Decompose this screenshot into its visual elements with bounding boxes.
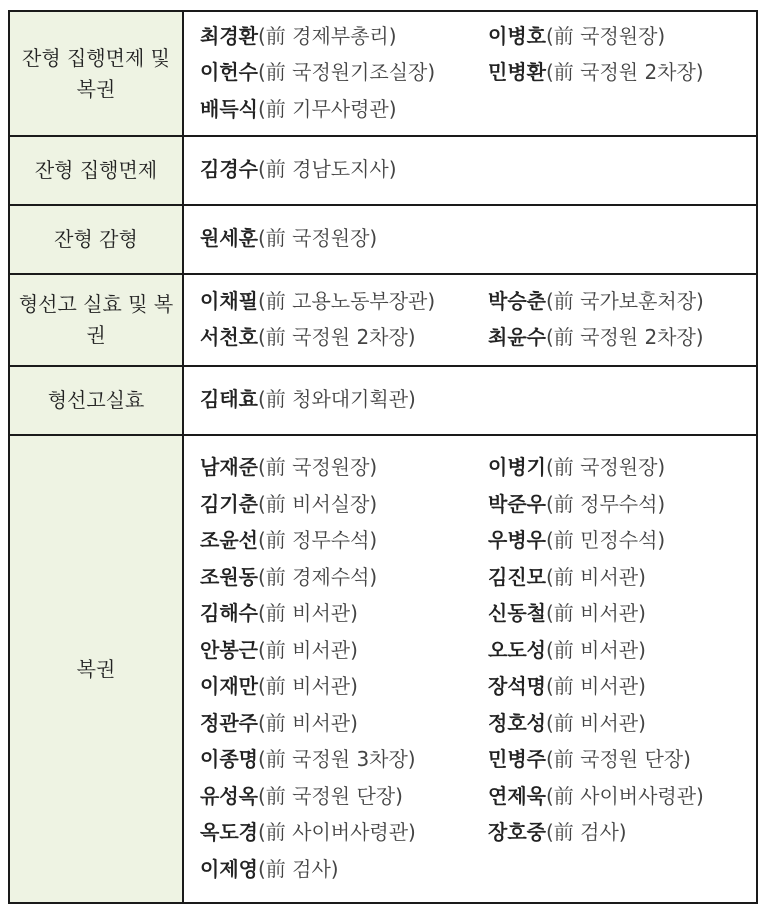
person-entry xyxy=(200,814,488,851)
person-name: 이제영 xyxy=(200,856,258,881)
names-cell xyxy=(183,435,757,903)
person-name: 서천호 xyxy=(200,325,258,349)
person-name: 최윤수 xyxy=(488,325,546,349)
person-entry xyxy=(488,814,756,851)
names-grid xyxy=(200,18,756,128)
person-title: (前 비서실장) xyxy=(257,491,378,516)
person-title: (前 검사) xyxy=(545,820,627,844)
person-name: 조원동 xyxy=(200,564,258,589)
person-entry xyxy=(488,319,756,356)
person-entry xyxy=(200,632,488,669)
person-name: 이병호 xyxy=(488,23,546,48)
person-entry xyxy=(488,668,756,705)
person-entry xyxy=(200,91,488,128)
person-title: (前 국정원 2차장) xyxy=(545,325,704,349)
person-name: 연제욱 xyxy=(488,783,546,808)
person-name: 우병우 xyxy=(488,528,546,552)
names-grid xyxy=(200,151,756,188)
person-title: (前 국정원기조실장) xyxy=(257,60,436,85)
person-name: 옥도경 xyxy=(200,820,258,844)
person-name: 유성옥 xyxy=(200,783,258,808)
person-title: (前 사이버사령관) xyxy=(545,783,704,808)
person-title: (前 청와대기획관) xyxy=(257,387,416,412)
person-name: 원세훈 xyxy=(200,226,258,251)
person-name: 조윤선 xyxy=(200,528,258,552)
person-title: (前 비서관) xyxy=(257,710,358,735)
person-name: 장호중 xyxy=(488,820,546,844)
person-title: (前 국가보훈처장) xyxy=(545,288,704,313)
person-title: (前 사이버사령관) xyxy=(257,820,416,844)
person-entry xyxy=(200,283,488,320)
names-cell xyxy=(183,136,757,205)
person-title: (前 국정원 3차장) xyxy=(257,747,416,771)
person-title: (前 국정원 단장) xyxy=(545,747,691,771)
person-name: 박승춘 xyxy=(488,288,546,313)
person-name: 장석명 xyxy=(488,674,546,698)
person-name: 이병기 xyxy=(488,455,546,479)
person-name: 남재준 xyxy=(200,455,258,479)
pardon-table xyxy=(8,10,758,904)
person-name: 김기춘 xyxy=(200,491,258,516)
person-entry xyxy=(200,54,488,91)
person-entry xyxy=(488,595,756,632)
person-title: (前 비서관) xyxy=(545,601,646,625)
table-row xyxy=(9,366,757,435)
table-row xyxy=(9,136,757,205)
category-cell: 잔형 감형 xyxy=(9,205,183,274)
person-title: (前 검사) xyxy=(257,856,339,881)
person-name: 김경수 xyxy=(200,157,258,182)
person-title: (前 정무수석) xyxy=(257,528,378,552)
person-name: 이재만 xyxy=(200,674,258,698)
person-entry xyxy=(200,381,488,418)
person-entry xyxy=(488,778,756,815)
person-entry xyxy=(200,851,488,888)
person-name: 김태효 xyxy=(200,387,258,412)
names-cell xyxy=(183,205,757,274)
person-name: 배득식 xyxy=(200,96,258,121)
person-name: 정호성 xyxy=(488,710,546,735)
names-grid xyxy=(200,449,756,887)
person-entry xyxy=(488,741,756,778)
category-cell: 복권 xyxy=(9,435,183,903)
person-entry xyxy=(200,220,488,257)
person-entry xyxy=(488,283,756,320)
person-entry xyxy=(488,522,756,559)
person-title: (前 고용노동부장관) xyxy=(257,288,436,313)
person-name: 정관주 xyxy=(200,710,258,735)
category-cell: 잔형 집행면제 및 복권 xyxy=(9,11,183,136)
person-entry xyxy=(200,522,488,559)
names-cell xyxy=(183,274,757,366)
names-cell xyxy=(183,11,757,136)
table-row xyxy=(9,435,757,903)
person-entry xyxy=(488,486,756,523)
person-entry xyxy=(200,595,488,632)
category-cell: 형선고실효 xyxy=(9,366,183,435)
person-entry xyxy=(200,319,488,356)
person-title: (前 국정원장) xyxy=(545,455,666,479)
person-name: 김진모 xyxy=(488,564,546,589)
person-title: (前 비서관) xyxy=(257,637,358,662)
person-title: (前 비서관) xyxy=(545,564,646,589)
person-title: (前 국정원 2차장) xyxy=(545,60,704,85)
person-title: (前 비서관) xyxy=(257,674,358,698)
person-title: (前 비서관) xyxy=(257,601,358,625)
person-title: (前 경남도지사) xyxy=(257,157,397,182)
person-name: 민병주 xyxy=(488,747,546,771)
person-entry xyxy=(200,741,488,778)
person-name: 민병환 xyxy=(488,60,546,85)
person-title: (前 국정원 단장) xyxy=(257,783,403,808)
person-title: (前 정무수석) xyxy=(545,491,666,516)
category-cell: 잔형 집행면제 xyxy=(9,136,183,205)
person-entry xyxy=(200,18,488,55)
person-title: (前 국정원장) xyxy=(545,23,666,48)
names-grid xyxy=(200,220,756,257)
person-name: 오도성 xyxy=(488,637,546,662)
person-title: (前 비서관) xyxy=(545,637,646,662)
person-name: 안봉근 xyxy=(200,637,258,662)
table-row xyxy=(9,11,757,136)
person-title: (前 국정원 2차장) xyxy=(257,325,416,349)
person-name: 이헌수 xyxy=(200,60,258,85)
names-cell xyxy=(183,366,757,435)
person-entry xyxy=(200,668,488,705)
table-row xyxy=(9,274,757,366)
person-title: (前 기무사령관) xyxy=(257,96,397,121)
person-entry xyxy=(488,705,756,742)
person-entry xyxy=(488,449,756,486)
person-title: (前 비서관) xyxy=(545,674,646,698)
names-grid xyxy=(200,283,756,356)
person-title: (前 국정원장) xyxy=(257,226,378,251)
person-entry xyxy=(488,632,756,669)
person-title: (前 비서관) xyxy=(545,710,646,735)
person-entry xyxy=(200,486,488,523)
person-entry xyxy=(200,449,488,486)
person-name: 박준우 xyxy=(488,491,546,516)
person-entry xyxy=(200,778,488,815)
person-name: 이종명 xyxy=(200,747,258,771)
category-cell: 형선고 실효 및 복권 xyxy=(9,274,183,366)
person-entry xyxy=(200,559,488,596)
person-entry xyxy=(200,705,488,742)
person-title: (前 경제수석) xyxy=(257,564,378,589)
person-entry xyxy=(488,559,756,596)
person-title: (前 국정원장) xyxy=(257,455,378,479)
person-name: 이채필 xyxy=(200,288,258,313)
person-name: 김해수 xyxy=(200,601,258,625)
names-grid xyxy=(200,381,756,418)
person-entry xyxy=(488,18,756,55)
person-entry xyxy=(200,151,488,188)
person-title: (前 민정수석) xyxy=(545,528,666,552)
person-entry xyxy=(488,54,756,91)
person-name: 신동철 xyxy=(488,601,546,625)
pardon-table-body xyxy=(9,11,757,903)
person-title: (前 경제부총리) xyxy=(257,23,397,48)
table-row xyxy=(9,205,757,274)
person-name: 최경환 xyxy=(200,23,258,48)
